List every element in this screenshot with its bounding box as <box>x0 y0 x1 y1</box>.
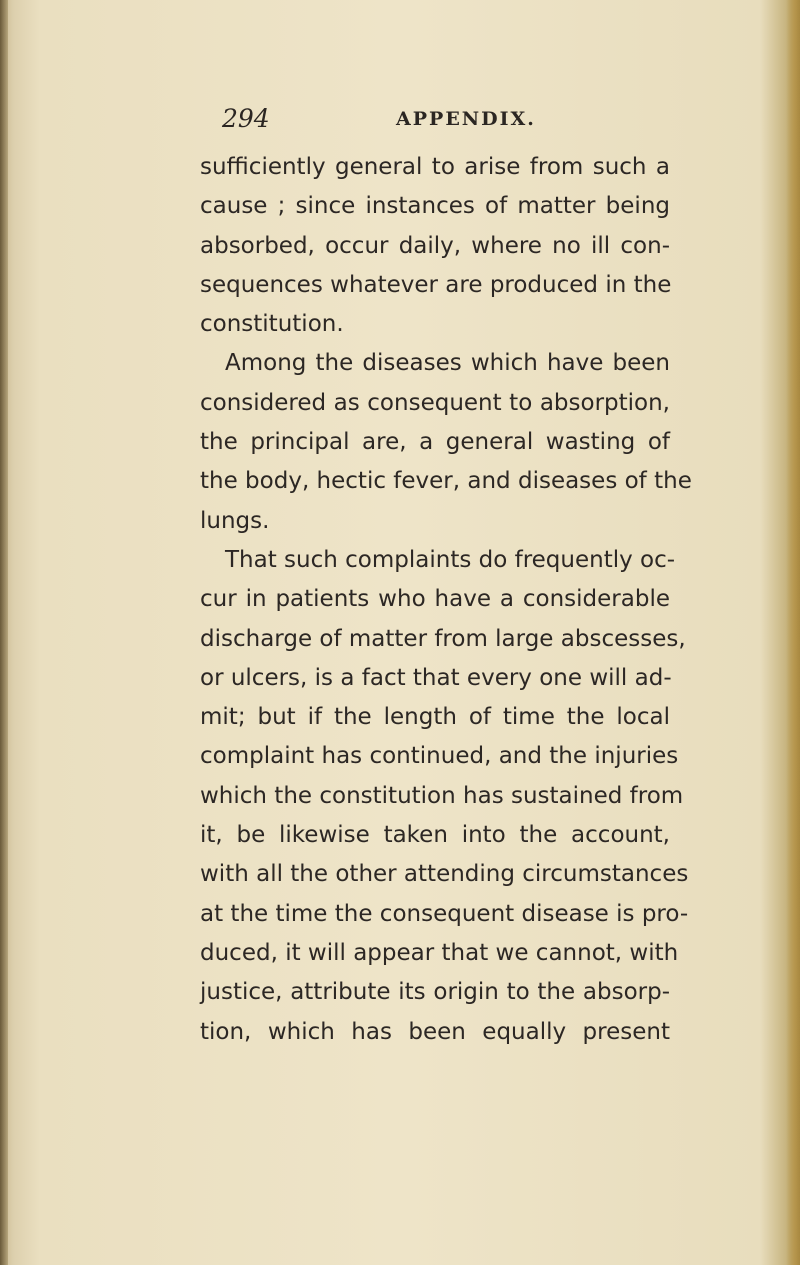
text-line: the body, hectic fever, and diseases of the <box>200 468 692 495</box>
page-spine-shadow <box>0 0 8 1265</box>
text-line: at the time the consequent disease is pro- <box>200 900 689 927</box>
text-line: the principal are, a general wasting of <box>200 429 670 456</box>
text-line: cause ; since instances of matter being <box>200 193 670 220</box>
text-line: sequences whatever are produced in the <box>200 271 672 298</box>
text-line: tion, which has been equally present <box>200 1018 670 1045</box>
running-head: APPENDIX. <box>396 108 536 130</box>
text-line: or ulcers, is a fact that every one will ad- <box>200 664 672 691</box>
page-number: 294 <box>222 104 270 133</box>
text-line: constitution. <box>200 311 344 338</box>
text-line: duced, it will appear that we cannot, with <box>200 939 679 966</box>
text-line: justice, attribute its origin to the absorp- <box>200 979 670 1006</box>
page-edge <box>786 0 800 1265</box>
text-line: with all the other attending circumstances <box>200 861 689 888</box>
body-text <box>200 148 692 1052</box>
text-line: discharge of matter from large abscesses, <box>200 625 686 652</box>
text-line: mit; but if the length of time the local <box>200 704 670 731</box>
page-header <box>222 104 652 144</box>
text-line: That such complaints do frequently oc- <box>225 546 676 573</box>
text-line: lungs. <box>200 507 270 534</box>
text-line: it, be likewise taken into the account, <box>200 822 670 849</box>
text-line: which the constitution has sustained from <box>200 782 684 809</box>
text-line: Among the diseases which have been <box>225 350 670 377</box>
text-line: sufficiently general to arise from such a <box>200 154 670 180</box>
text-line: considered as consequent to absorption, <box>200 389 670 416</box>
text-line: absorbed, occur daily, where no ill con- <box>200 232 670 259</box>
text-line: cur in patients who have a considerable <box>200 586 670 613</box>
text-line: complaint has continued, and the injuries <box>200 743 679 770</box>
